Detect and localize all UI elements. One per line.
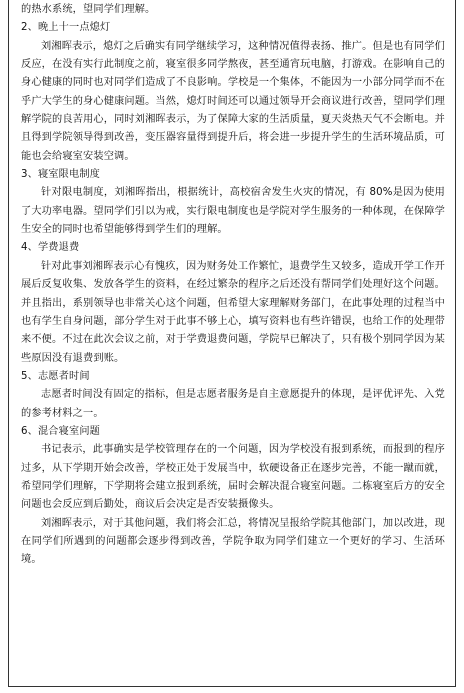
paragraph-power-limit: 针对限电制度，刘湘晖指出，根据统计，高校宿舍发生火灾的情况，有 80%是因为使用了大功率电器。望同学们引以为戒，实行限电制度也是学院对学生服务的一种体现，在保障学生安全的同时也希望能够得到学生们的理解。 [21, 187, 445, 236]
paragraph-lights-out: 刘湘晖表示，熄灯之后确实有同学继续学习，这种情况值得表扬、推广。但是也有同学们反应，在没有实行此制度之前，寝室很多同学熬夜，甚至通宵玩电脑，打游戏。在影响自己的身心健康的同时也对同学们造成了不良影响。学校是一个集体，不能因为一小部分同学而不在乎广大学生的身心健康问题。当然，熄灯时间还可以通过领导开会商议进行改善，望同学们理解学院的良苦用心，同时刘湘晖表示，为了保障大家的生活质量，夏天炎热天气不会断电。并且得到学院领导得到改善，变压器容量得到提升后，将会进一步提升学生的生活环境品质，可能也会给寝室安装空调。 [21, 40, 445, 162]
section-heading-mixed-dorm: 6、混合寝室问题 [21, 425, 100, 437]
paragraph-continuation: 的热水系统，望同学们理解。 [21, 4, 156, 15]
section-heading-lights-out: 2、晚上十一点熄灯 [21, 22, 111, 34]
paragraph-volunteer-time: 志愿者时间没有固定的指标，但是志愿者服务是自主意愿提升的体现，是评优评先、入党的参考材料之一。 [21, 389, 445, 419]
paragraph-tuition-refund: 针对此事刘湘晖表示心有愧疚，因为财务处工作繁忙，退费学生又较多，造成开学工作开展后反复收集、发放各学生的资料，在经过繁杂的程序之后还没有帮同学们处理好这个问题。并且指出，系别领导也非常关心这个问题，但希望大家理解财务部门，在此事处理的过程当中也有学生自身问题，部分学生对于此事不够上心，填写资料也有些许错误，也给工作的处理带来不便。不过在此次会议之前，对于学费退费问题，学院早已解决了，只有极个别同学因为某些原因没有退费到账。 [21, 260, 445, 364]
section-heading-power-limit: 3、寝室限电制度 [21, 169, 100, 181]
section-heading-volunteer-time: 5、志愿者时间 [21, 370, 90, 382]
section-heading-tuition-refund: 4、学费退费 [21, 242, 80, 254]
paragraph-mixed-dorm: 书记表示，此事确实是学校管理存在的一个问题，因为学校没有报到系统，而报到的程序过多，从下学期开始会改善，学校正处于发展当中，软硬设备正在逐步完善，不能一蹴而就，希望同学们理解，下学期将会建立报到系统，届时会解决混合寝室问题。二栋寝室后方的安全问题也会反应到后勤处，商议后会决定是否安装摄像头。 [21, 444, 445, 511]
document-body [21, 1, 445, 570]
document-page [8, 0, 456, 687]
paragraph-closing: 刘湘晖表示，对于其他问题，我们将会汇总，将情况呈报给学院其他部门，加以改进，现在同学们所遇到的问题都会逐步得到改善，学院争取为同学们建立一个更好的学习、生活环境。 [21, 517, 445, 566]
